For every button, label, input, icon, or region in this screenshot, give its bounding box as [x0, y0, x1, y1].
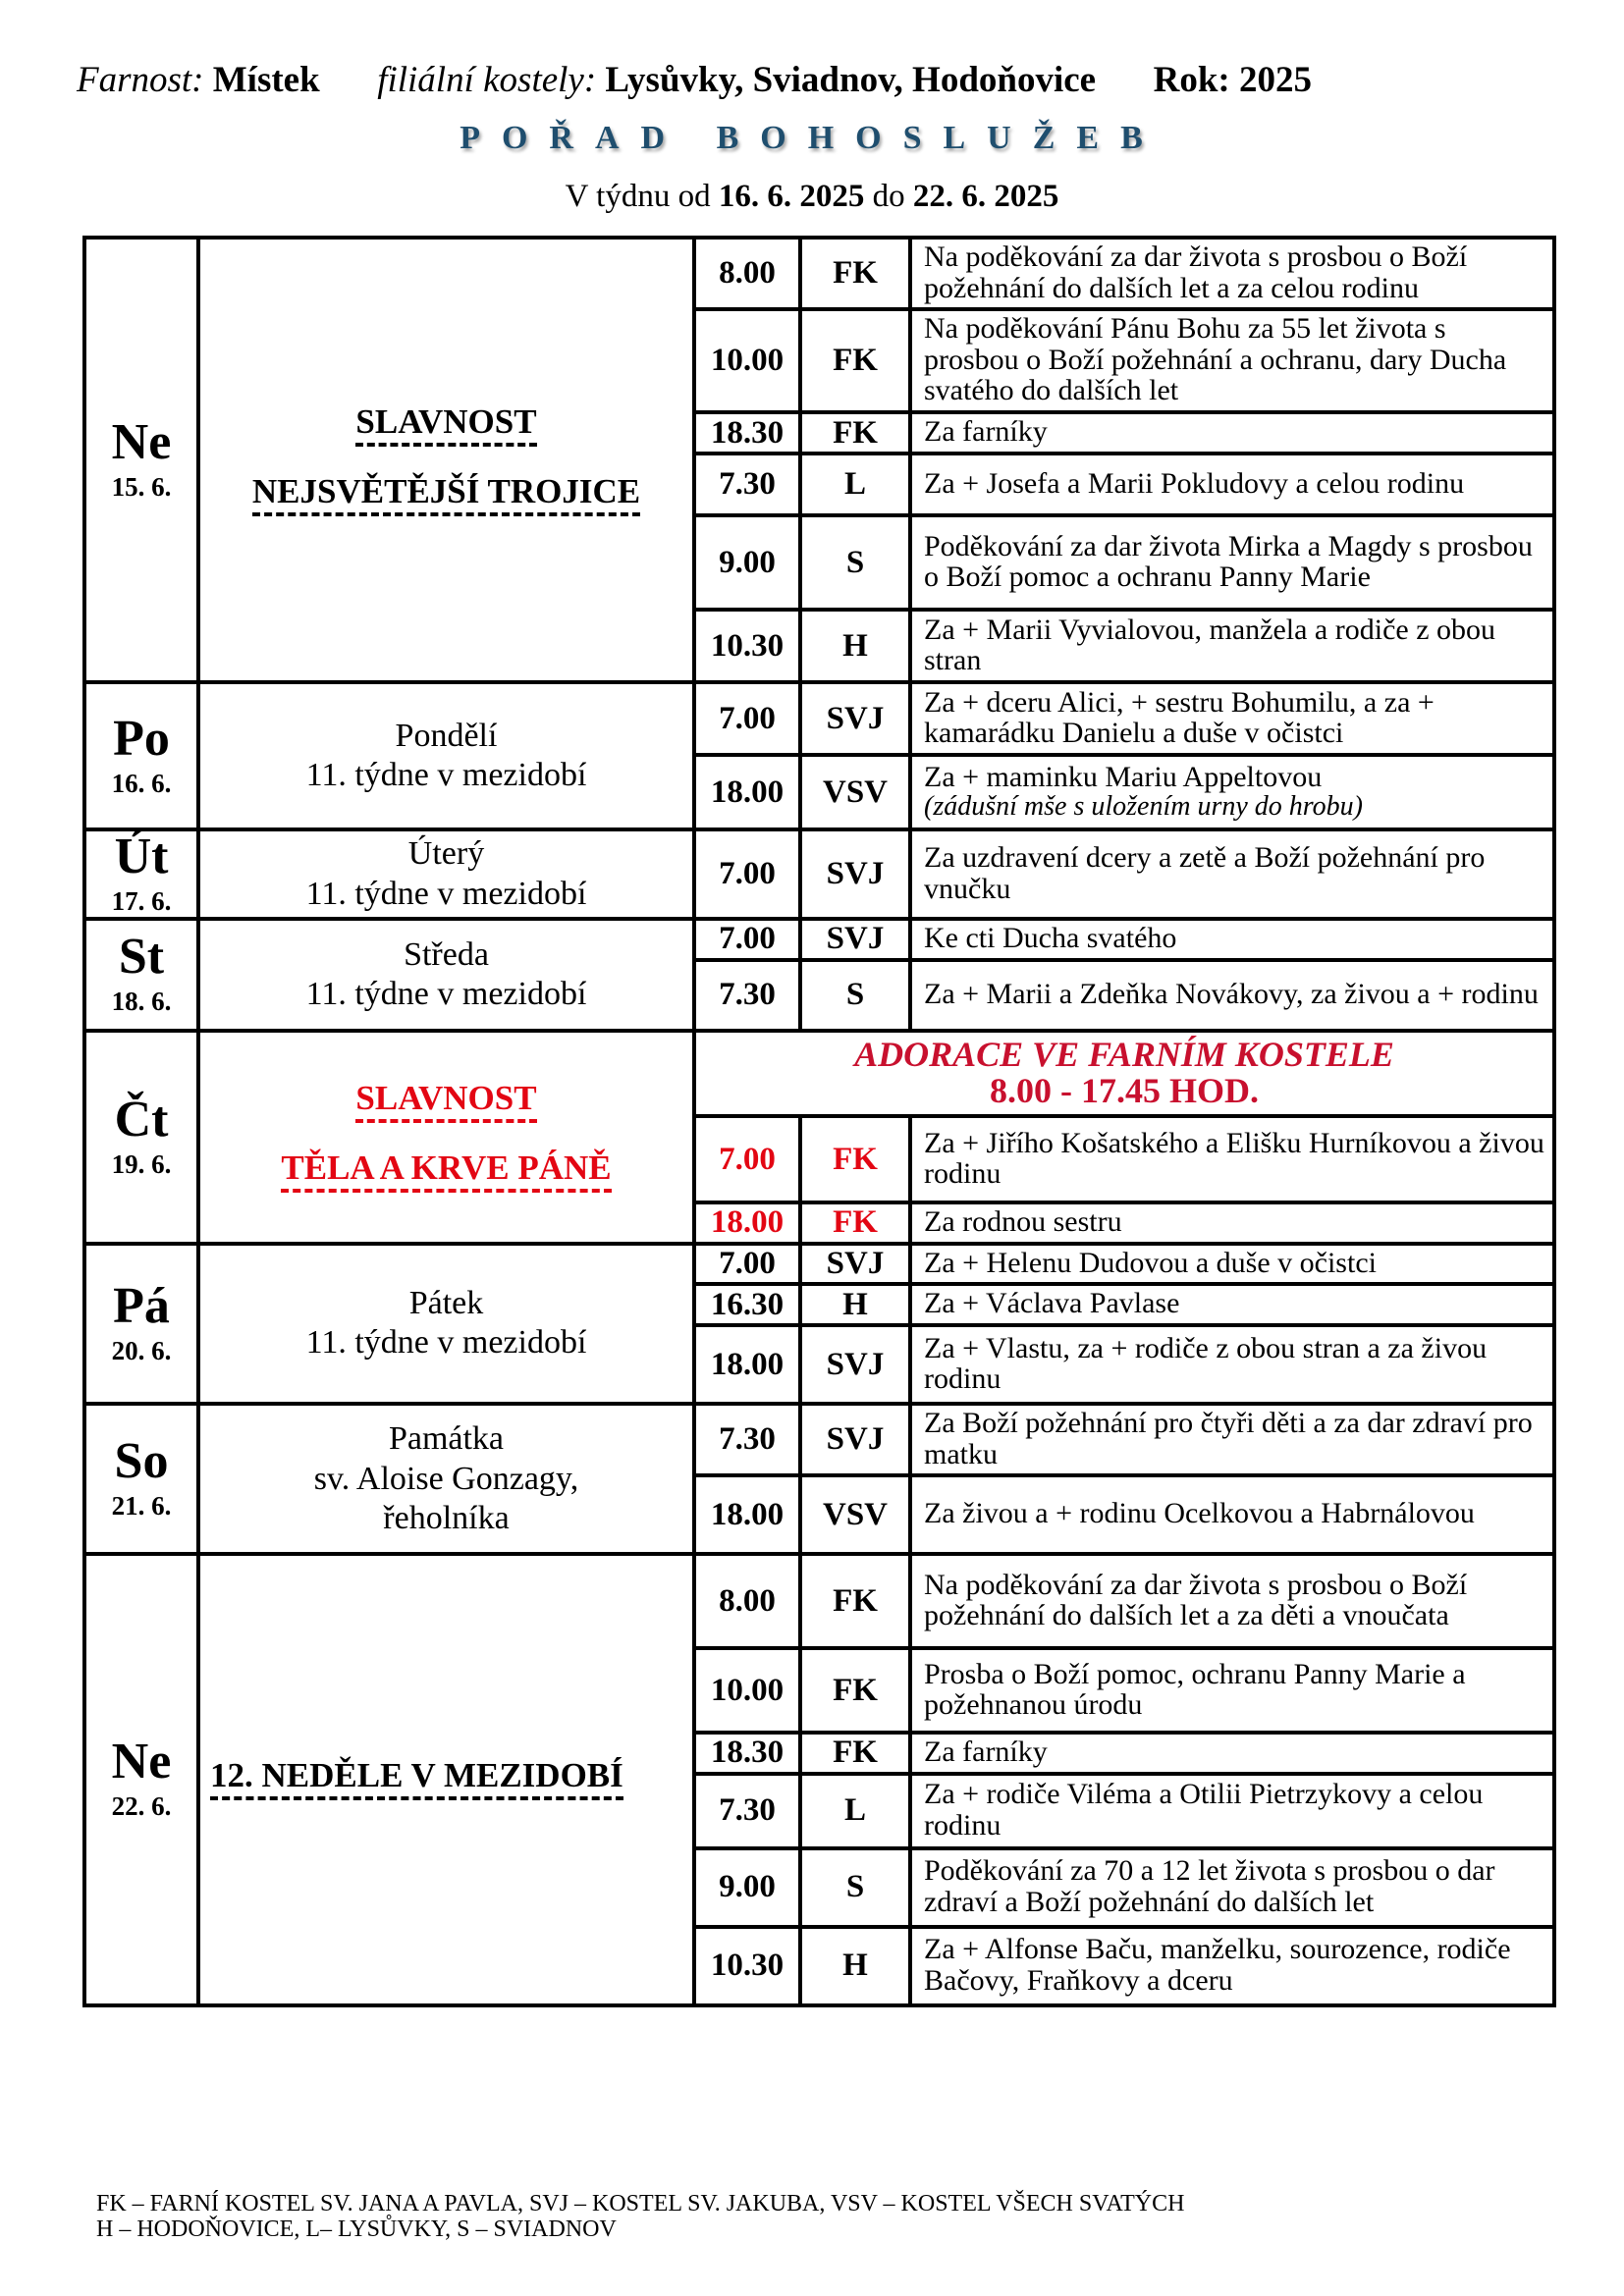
- intention-text: Za + Václava Pavlase: [924, 1287, 1180, 1320]
- day-abbreviation: Ne: [111, 1734, 172, 1790]
- mass-church: S: [800, 515, 910, 610]
- feast-line: Pondělí: [395, 717, 498, 754]
- feast-title-line: [210, 1744, 692, 1814]
- mass-intention: [910, 1244, 1554, 1285]
- intention-text: Na poděkování Pánu Bohu za 55 let života s prosbou o Boží požehnání a ochranu, dary Ducha svatého do dalších let: [924, 312, 1507, 407]
- mass-church: H: [800, 1927, 910, 2005]
- mass-intention: [910, 309, 1554, 412]
- day-cell: [84, 1404, 198, 1554]
- feast-title-line: [200, 391, 692, 460]
- liturgical-day: [198, 238, 694, 682]
- mass-intention: [910, 515, 1554, 610]
- mass-church: SVJ: [800, 829, 910, 919]
- day-date: 19. 6.: [111, 1148, 172, 1179]
- mass-time: 10.00: [694, 1648, 800, 1733]
- mass-church: SVJ: [800, 682, 910, 755]
- day-cell: [84, 1031, 198, 1244]
- mass-time: 7.00: [694, 919, 800, 960]
- day-date: 18. 6.: [111, 987, 172, 1017]
- week-from: 16. 6. 2025: [718, 179, 865, 214]
- intention-text: Za farníky: [924, 415, 1048, 449]
- mass-intention: [910, 1648, 1554, 1733]
- intention-text: Za + Vlastu, za + rodiče z obou stran a za živou rodinu: [924, 1331, 1488, 1396]
- day-date: 15. 6.: [111, 472, 172, 502]
- year-value: 2025: [1238, 60, 1312, 100]
- liturgical-day: [198, 1404, 694, 1554]
- mass-intention: [910, 238, 1554, 309]
- mass-church: VSV: [800, 755, 910, 829]
- mass-intention: [910, 1848, 1554, 1927]
- liturgical-day: [198, 1244, 694, 1405]
- mass-time: 9.00: [694, 515, 800, 610]
- mass-time: 7.30: [694, 1774, 800, 1848]
- feast-title-line: [200, 1067, 692, 1137]
- mass-church: S: [800, 960, 910, 1031]
- feast-line: Úterý: [407, 835, 485, 873]
- mass-intention: [910, 755, 1554, 829]
- mass-intention: [910, 610, 1554, 682]
- intention-text: Za + dceru Alici, + sestru Bohumilu, a za + kamarádku Danielu a duše v očistci: [924, 685, 1435, 749]
- mass-time: 10.30: [694, 610, 800, 682]
- feast-title-text: SLAVNOST: [355, 404, 536, 447]
- intention-text: Ke cti Ducha svatého: [924, 922, 1177, 954]
- mass-intention: [910, 829, 1554, 919]
- mass-time: 9.00: [694, 1848, 800, 1927]
- mass-time: 7.30: [694, 960, 800, 1031]
- mass-intention: [910, 1202, 1554, 1244]
- day-abbreviation: So: [114, 1433, 169, 1490]
- day-cell: [84, 1554, 198, 2005]
- feast-line: Pátek: [408, 1285, 484, 1322]
- mass-time: 7.00: [694, 1116, 800, 1202]
- week-to: 22. 6. 2025: [912, 179, 1059, 214]
- feast-title-text: TĚLA A KRVE PÁNĚ: [281, 1150, 611, 1193]
- mass-church: FK: [800, 309, 910, 412]
- mass-church: SVJ: [800, 1325, 910, 1404]
- mass-church: FK: [800, 238, 910, 309]
- mass-row: [84, 238, 1554, 309]
- filial-names: Lysůvky, Sviadnov, Hodoňovice: [605, 60, 1097, 100]
- intention-text: Za uzdravení dcery a zetě a Boží požehnání pro vnučku: [924, 841, 1486, 905]
- intention-note: (zádušní mše s uložením urny do hrobu): [924, 791, 1363, 823]
- day-cell: [84, 829, 198, 919]
- mass-time: 7.00: [694, 1244, 800, 1285]
- liturgical-day: [198, 1031, 694, 1244]
- mass-time: 7.30: [694, 454, 800, 515]
- week-range: [0, 179, 1624, 215]
- mass-church: SVJ: [800, 919, 910, 960]
- mass-intention: [910, 960, 1554, 1031]
- year-label: Rok:: [1153, 60, 1230, 100]
- schedule-table: [82, 236, 1556, 2007]
- intention-text: Na poděkování za dar života s prosbou o Boží požehnání do dalších let a za celou rodinu: [924, 240, 1468, 304]
- intention-text: Za + Josefa a Marii Pokludovy a celou rodinu: [924, 466, 1465, 500]
- week-middle: do: [872, 179, 905, 214]
- filial-label: filiální kostely:: [377, 60, 597, 100]
- mass-time: 10.30: [694, 1927, 800, 2005]
- intention-text: Za farníky: [924, 1735, 1048, 1769]
- mass-row: [84, 1244, 1554, 1285]
- mass-church: FK: [800, 1733, 910, 1774]
- mass-time: 18.00: [694, 755, 800, 829]
- day-date: 21. 6.: [111, 1491, 172, 1522]
- feast-line: 11. týdne v mezidobí: [305, 975, 587, 1012]
- legend-line-1: FK – FARNÍ KOSTEL SV. JANA A PAVLA, SVJ – KOSTEL SV. JAKUBA, VSV – KOSTEL VŠECH SVATÝCH: [96, 2191, 1185, 2216]
- liturgical-day: [198, 682, 694, 829]
- day-date: 20. 6.: [111, 1335, 172, 1365]
- mass-intention: [910, 412, 1554, 454]
- mass-church: FK: [800, 1116, 910, 1202]
- day-cell: [84, 919, 198, 1031]
- feast-line: sv. Aloise Gonzagy,: [313, 1460, 579, 1497]
- intention-text: Za Boží požehnání pro čtyři děti a za dar zdraví pro matku: [924, 1407, 1533, 1470]
- intention-text: Poděkování za 70 a 12 let života s prosbou o dar zdraví a Boží požehnání do dalších let: [924, 1854, 1495, 1918]
- parish-name: Místek: [212, 60, 320, 100]
- mass-church: FK: [800, 1554, 910, 1648]
- day-abbreviation: Po: [113, 710, 170, 767]
- day-abbreviation: Pá: [113, 1277, 170, 1334]
- mass-row: [84, 829, 1554, 919]
- parish-label: Farnost:: [77, 60, 204, 100]
- mass-row: [84, 1554, 1554, 1648]
- liturgical-day: [198, 919, 694, 1031]
- mass-time: 18.30: [694, 412, 800, 454]
- mass-church: S: [800, 1848, 910, 1927]
- intention-text: Za živou a + rodinu Ocelkovou a Habrnálovou: [924, 1497, 1475, 1530]
- day-date: 17. 6.: [111, 886, 172, 916]
- intention-text: Za + maminku Mariu Appeltovou: [924, 760, 1323, 793]
- feast-line: 11. týdne v mezidobí: [305, 1324, 587, 1362]
- mass-church: SVJ: [800, 1404, 910, 1475]
- day-cell: [84, 1244, 198, 1405]
- mass-row: [84, 1404, 1554, 1475]
- feast-line: Středa: [404, 935, 489, 973]
- day-cell: [84, 238, 198, 682]
- intention-text: Za + Helenu Dudovou a duše v očistci: [924, 1246, 1377, 1279]
- mass-time: 18.00: [694, 1325, 800, 1404]
- day-date: 22. 6.: [111, 1791, 172, 1822]
- mass-church: L: [800, 1774, 910, 1848]
- mass-time: 18.00: [694, 1202, 800, 1244]
- mass-intention: [910, 1733, 1554, 1774]
- mass-church: FK: [800, 1202, 910, 1244]
- mass-intention: [910, 1116, 1554, 1202]
- day-cell: [84, 682, 198, 829]
- feast-line: řeholníka: [383, 1499, 510, 1536]
- intention-text: Za + Marii Vyvialovou, manžela a rodiče z obou stran: [924, 613, 1496, 676]
- intention-text: Za + Alfonse Baču, manželku, sourozence, rodiče Bačovy, Fraňkovy a dceru: [924, 1933, 1511, 1997]
- adoration-hours: 8.00 - 17.45 HOD.: [990, 1071, 1259, 1111]
- mass-intention: [910, 1284, 1554, 1325]
- intention-text: Za + Marii a Zdeňka Novákovy, za živou a + rodinu: [924, 977, 1539, 1010]
- mass-intention: [910, 919, 1554, 960]
- mass-intention: [910, 1404, 1554, 1475]
- mass-time: 7.00: [694, 682, 800, 755]
- feast-line: 11. týdne v mezidobí: [305, 757, 587, 793]
- mass-time: 16.30: [694, 1284, 800, 1325]
- parish-header: [77, 59, 1549, 101]
- feast-line: Památka: [388, 1420, 505, 1458]
- feast-title-text: SLAVNOST: [355, 1081, 536, 1123]
- intention-text: Na poděkování za dar života s prosbou o Boží požehnání do dalších let a za děti a vnoučata: [924, 1568, 1468, 1632]
- intention-text: Za rodnou sestru: [924, 1205, 1122, 1239]
- mass-church: FK: [800, 1648, 910, 1733]
- feast-title-line: [200, 460, 692, 530]
- mass-time: 7.30: [694, 1404, 800, 1475]
- liturgical-day: [198, 1554, 694, 2005]
- mass-time: 8.00: [694, 238, 800, 309]
- day-date: 16. 6.: [111, 768, 172, 798]
- mass-time: 7.00: [694, 829, 800, 919]
- mass-intention: [910, 1927, 1554, 2005]
- feast-title-text: NEJSVĚTĚJŠÍ TROJICE: [252, 474, 640, 516]
- mass-church: L: [800, 454, 910, 515]
- mass-time: 10.00: [694, 309, 800, 412]
- liturgical-day: [198, 829, 694, 919]
- mass-church: H: [800, 1284, 910, 1325]
- feast-title-line: [200, 1137, 692, 1206]
- mass-row: [84, 919, 1554, 960]
- day-abbreviation: Čt: [114, 1091, 169, 1148]
- mass-time: 8.00: [694, 1554, 800, 1648]
- mass-intention: [910, 454, 1554, 515]
- feast-title-text: 12. NEDĚLE V MEZIDOBÍ: [210, 1758, 623, 1800]
- mass-church: H: [800, 610, 910, 682]
- week-prefix: V týdnu od: [565, 179, 711, 214]
- church-legend: [96, 2191, 1184, 2243]
- legend-line-2: H – HODOŇOVICE, L– LYSŮVKY, S – SVIADNOV: [96, 2216, 617, 2243]
- day-abbreviation: Ne: [111, 414, 172, 470]
- mass-intention: [910, 1774, 1554, 1848]
- mass-church: VSV: [800, 1475, 910, 1554]
- mass-church: FK: [800, 412, 910, 454]
- page-title: POŘAD BOHOSLUŽEB: [460, 120, 1164, 156]
- intention-text: Poděkování za dar života Mirka a Magdy s prosbou o Boží pomoc a ochranu Panny Marie: [924, 529, 1533, 593]
- adoration-row: [84, 1031, 1554, 1117]
- mass-intention: [910, 1325, 1554, 1404]
- intention-text: Za + rodiče Viléma a Otilii Pietrzykovy a celou rodinu: [924, 1778, 1484, 1842]
- mass-intention: [910, 1554, 1554, 1648]
- intention-text: Prosba o Boží pomoc, ochranu Panny Marie a požehnanou úrodu: [924, 1657, 1466, 1722]
- mass-church: SVJ: [800, 1244, 910, 1285]
- mass-intention: [910, 682, 1554, 755]
- day-abbreviation: Út: [114, 828, 169, 884]
- mass-time: 18.00: [694, 1475, 800, 1554]
- mass-row: [84, 682, 1554, 755]
- adoration-notice: [694, 1031, 1554, 1117]
- intention-text: Za + Jiřího Košatského a Elišku Hurníkovou a živou rodinu: [924, 1126, 1544, 1191]
- feast-line: 11. týdne v mezidobí: [305, 875, 587, 912]
- adoration-title: ADORACE VE FARNÍM KOSTELE: [854, 1034, 1394, 1074]
- mass-intention: [910, 1475, 1554, 1554]
- mass-time: 18.30: [694, 1733, 800, 1774]
- day-abbreviation: St: [118, 929, 165, 986]
